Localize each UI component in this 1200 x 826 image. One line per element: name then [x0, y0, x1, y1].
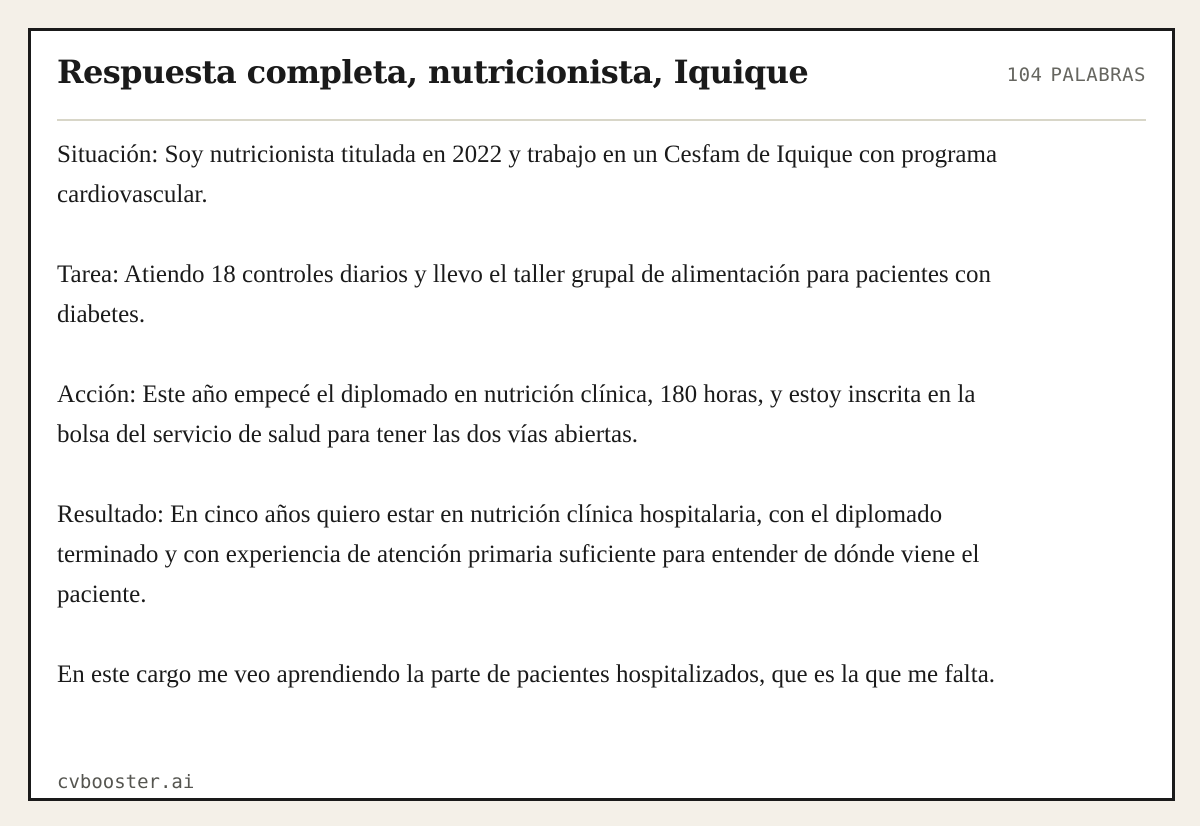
paragraph-tarea: Tarea: Atiendo 18 controles diarios y llevo el taller grupal de alimentación para pacientes con diabetes. [57, 261, 992, 328]
paragraph-closing: En este cargo me veo aprendiendo la parte de pacientes hospitalizados, que es la que me falta. [57, 661, 996, 688]
paragraph-accion: Acción: Este año empecé el diplomado en nutrición clínica, 180 horas, y estoy inscrita en la bolsa del servicio de salud para tener las dos vías abiertas. [57, 381, 976, 448]
paragraph-situacion: Situación: Soy nutricionista titulada en 2022 y trabajo en un Cesfam de Iquique con programa cardiovascular. [57, 141, 998, 208]
answer-body [57, 135, 1017, 695]
brand-footer: cvbooster.ai [57, 771, 195, 793]
page-title: Respuesta completa, nutricionista, Iquique [57, 53, 809, 91]
card-header [57, 31, 1146, 121]
word-count-value: 104 [1006, 64, 1043, 86]
word-count-unit: PALABRAS [1050, 64, 1146, 86]
answer-card [28, 28, 1175, 801]
word-count-badge [1007, 64, 1146, 86]
paragraph-resultado: Resultado: En cinco años quiero estar en nutrición clínica hospitalaria, con el diplomado terminado y con experiencia de atención primaria suficiente para entender de dónde viene el paciente. [57, 501, 980, 608]
